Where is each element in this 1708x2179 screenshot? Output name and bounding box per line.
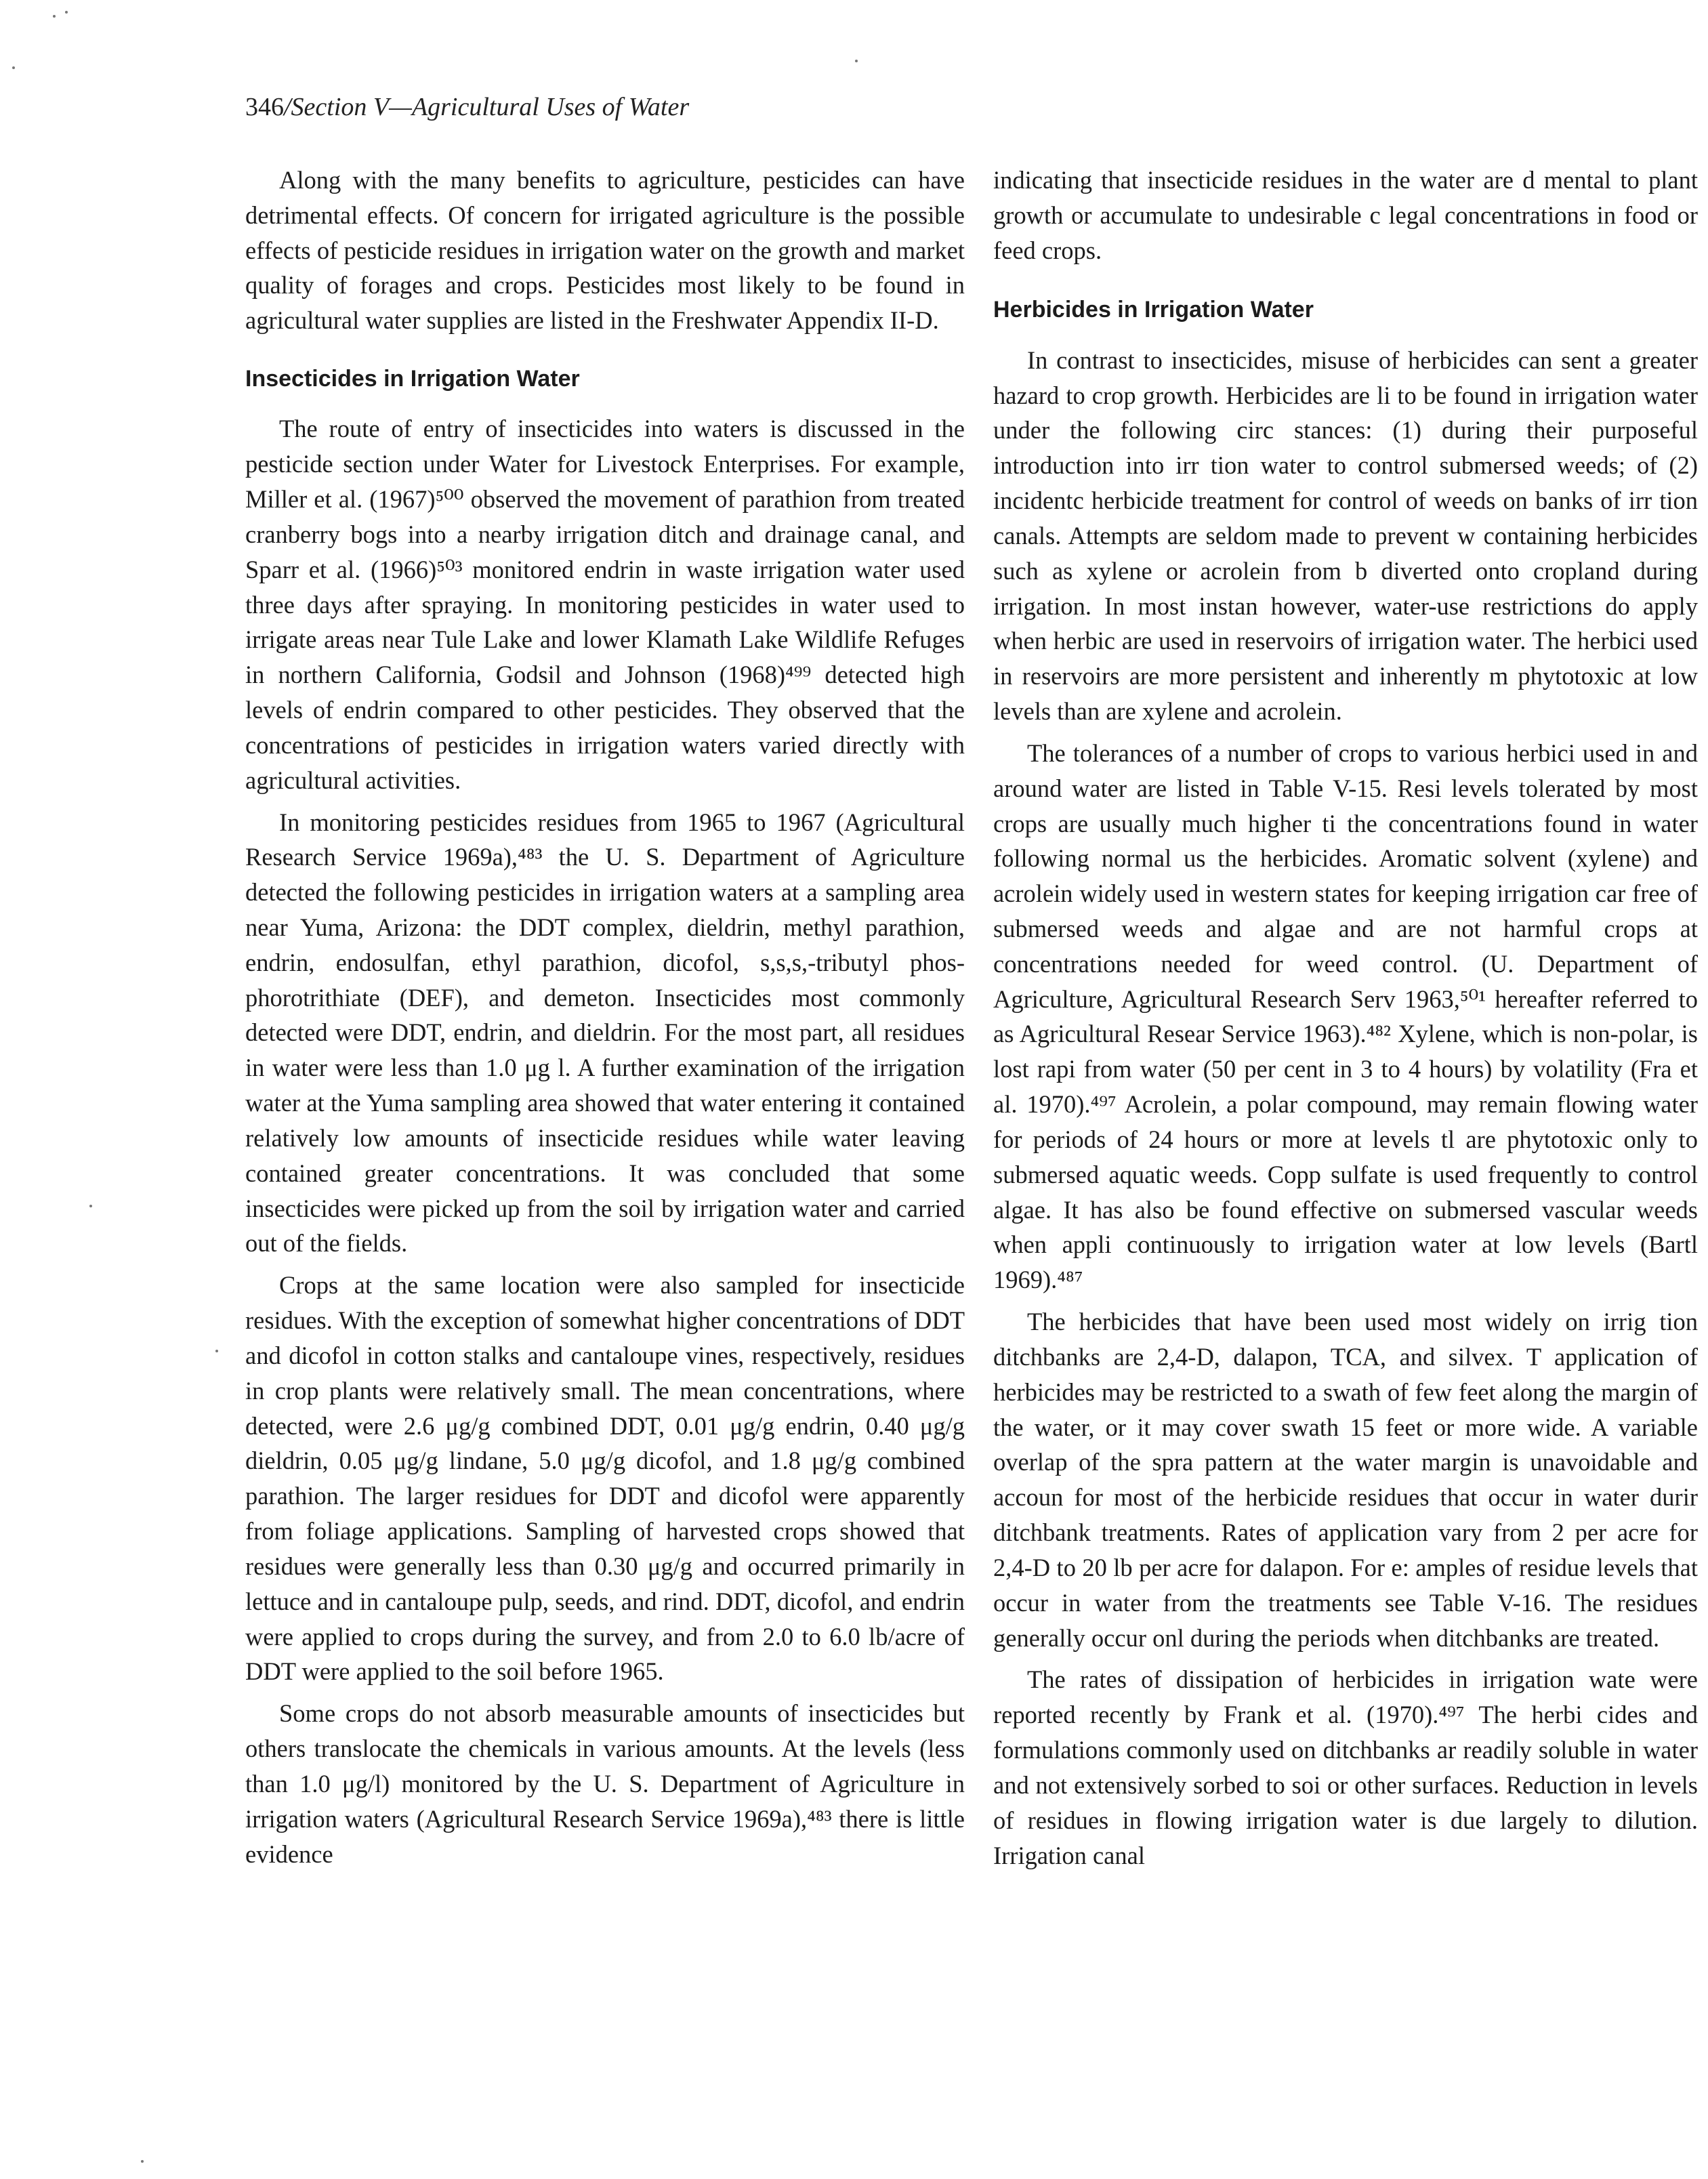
section-heading: Herbicides in Irrigation Water [993,297,1314,323]
scan-speck [65,11,68,14]
right-column [993,163,1698,1880]
paragraph: Crops at the same location were also sampled for insecticide residues. With the exception of somewhat higher concentrations of DDT and dicofol in cotton stalks and cantaloupe vines, respectively, residues in crop plants were relatively small. The mean concentrations, where detected, were 2.6 μg/g combined DDT, 0.01 μg/g endrin, 0.40 μg/g dieldrin, 0.05 μg/g lindane, 5.0 μg/g dicofol, and 1.8 μg/g combined parathion. The larger residues for DDT and dicofol were apparently from foliage applications. Sampling of harvested crops showed that residues were generally less than 0.30 μg/g and occurred primarily in lettuce and in cantaloupe pulp, seeds, and rind. DDT, dicofol, and endrin were applied to crops during the survey, and from 2.0 to 6.0 lb/acre of DDT were applied to the soil before 1965. [245,1271,965,1686]
scan-speck [89,1205,92,1207]
paragraph: The rates of dissipation of herbicides in irrigation wate were reported recently by Frank et al. (1970).⁴⁹⁷ The herbi cides and formulations commonly used on ditchbanks ar readily soluble in water and not extensively sorbed to soi or other surfaces. Reduction in levels of residues in flowing irrigation water is due largely to dilution. Irrigation canal [993,1665,1698,1869]
scan-speck [53,15,56,18]
paragraph: The tolerances of a number of crops to various herbici used in and around water are listed in Table V-15. Resi levels tolerated by most crops are usually much higher ti the concentrations found in water following normal us the herbicides. Aromatic solvent (xylene) and acrolein widely used in western states for keeping irrigation car free of submersed weeds and algae and are not harmful crops at concentrations needed for weed control. (U. Department of Agriculture, Agricultural Research Serv 1963,⁵⁰¹ hereafter referred to as Agricultural Resear Service 1963).⁴⁸² Xylene, which is non-polar, is lost rapi from water (50 per cent in 3 to 4 hours) by volatility (Fra et al. 1970).⁴⁹⁷ Acrolein, a polar compound, may remain flowing water for periods of 24 hours or more at levels tl are phytotoxic only to submersed aquatic weeds. Copp sulfate is used frequently to control algae. It has also be found effective on submersed vascular weeds when appli continuously to irrigation water at low levels (Bartl 1969).⁴⁸⁷ [993,739,1698,1294]
scan-speck [12,66,15,69]
paragraph: In contrast to insecticides, misuse of herbicides can sent a greater hazard to crop growth. Herbicides are li to be found in irrigation water under the following circ stances: (1) during their purposeful introduction into irr tion water to control submersed weeds; of (2) incidentc herbicide treatment for control of weeds on banks of irr tion canals. Attempts are seldom made to prevent w containing herbicides such as xylene or acrolein from b diverted onto cropland during irrigation. In most instan however, water-use restrictions do apply when herbic are used in reservoirs of irrigation water. The herbici used in reservoirs are more persistent and inherently m phytotoxic at low levels than are xylene and acrolein. [993,346,1698,726]
scan-speck [141,2160,144,2163]
paragraph: Along with the many benefits to agriculture, pesticides can have detrimental effects. Of concern for irrigated agriculture is the possible effects of pesticide residues in irrigation water on the growth and market quality of forages and crops. Pesticides most likely to be found in agricultural water supplies are listed in the Freshwater Appendix II-D. [245,166,965,335]
page-number: 346 [245,93,284,121]
paragraph: In monitoring pesticides residues from 1965 to 1967 (Agricultural Research Service 1969a),⁴⁸³ the U. S. Department of Agriculture detected the following pesticides in irrigation waters at a sampling area near Yuma, Arizona: the DDT complex, dieldrin, methyl parathion, endrin, endosulfan, ethyl parathion, dicofol, s,s,s,-tributyl phosphorotrithiate (DEF), and demeton. Insecticides most commonly detected were DDT, endrin, and dieldrin. For the most part, all residues in water were less than 1.0 μg l. A further examination of the irrigation water at the Yuma sampling area showed that water entering it contained relatively low amounts of insecticide residues while water leaving contained greater concentrations. It was concluded that some insecticides were picked up from the soil by irrigation water and carried out of the fields. [245,808,965,1258]
paragraph: The route of entry of insecticides into waters is discussed in the pesticide section under Water for Livestock Enterprises. For example, Miller et al. (1967)⁵⁰⁰ observed the movement of parathion from treated cranberry bogs into a nearby irrigation ditch and drainage canal, and Sparr et al. (1966)⁵⁰³ monitored endrin in waste irrigation water used three days after spraying. In monitoring pesticides in water used to irrigate areas near Tule Lake and lower Klamath Lake Wildlife Refuges in northern California, Godsil and Johnson (1968)⁴⁹⁹ detected high levels of endrin compared to other pesticides. They observed that the concentrations of pesticides in irrigation waters varied directly with agricultural activities. [245,415,965,794]
running-head [245,92,689,122]
scan-speck [855,60,858,62]
paragraph: The herbicides that have been used most widely on irrig tion ditchbanks are 2,4-D, dalapon, TCA, and silvex. T application of herbicides may be restricted to a swath of few feet along the margin of the water, or it may cover swath 15 feet or more wide. A variable overlap of the spra pattern at the water margin is unavoidable and accoun for most of the herbicide residues that occur in water durir ditchbank treatments. Rates of application vary from 2 per acre for 2,4-D to 20 lb per acre for dalapon. For e: amples of residue levels that occur in water from the treatments see Table V-16. The residues generally occur onl during the periods when ditchbanks are treated. [993,1308,1698,1652]
paragraph: indicating that insecticide residues in the water are d mental to plant growth or accumulate to undesirable c legal concentrations in food or feed crops. [993,166,1698,264]
running-title: /Section V—Agricultural Uses of Water [284,93,690,121]
section-heading: Insecticides in Irrigation Water [245,366,580,392]
scan-speck [215,1350,218,1352]
paragraph: Some crops do not absorb measurable amounts of insecticides but others translocate the chemicals in various amounts. At the levels (less than 1.0 μg/l) monitored by the U. S. Department of Agriculture in irrigation waters (Agricultural Research Service 1969a),⁴⁸³ there is little evidence [245,1699,965,1868]
left-column [245,163,965,1878]
